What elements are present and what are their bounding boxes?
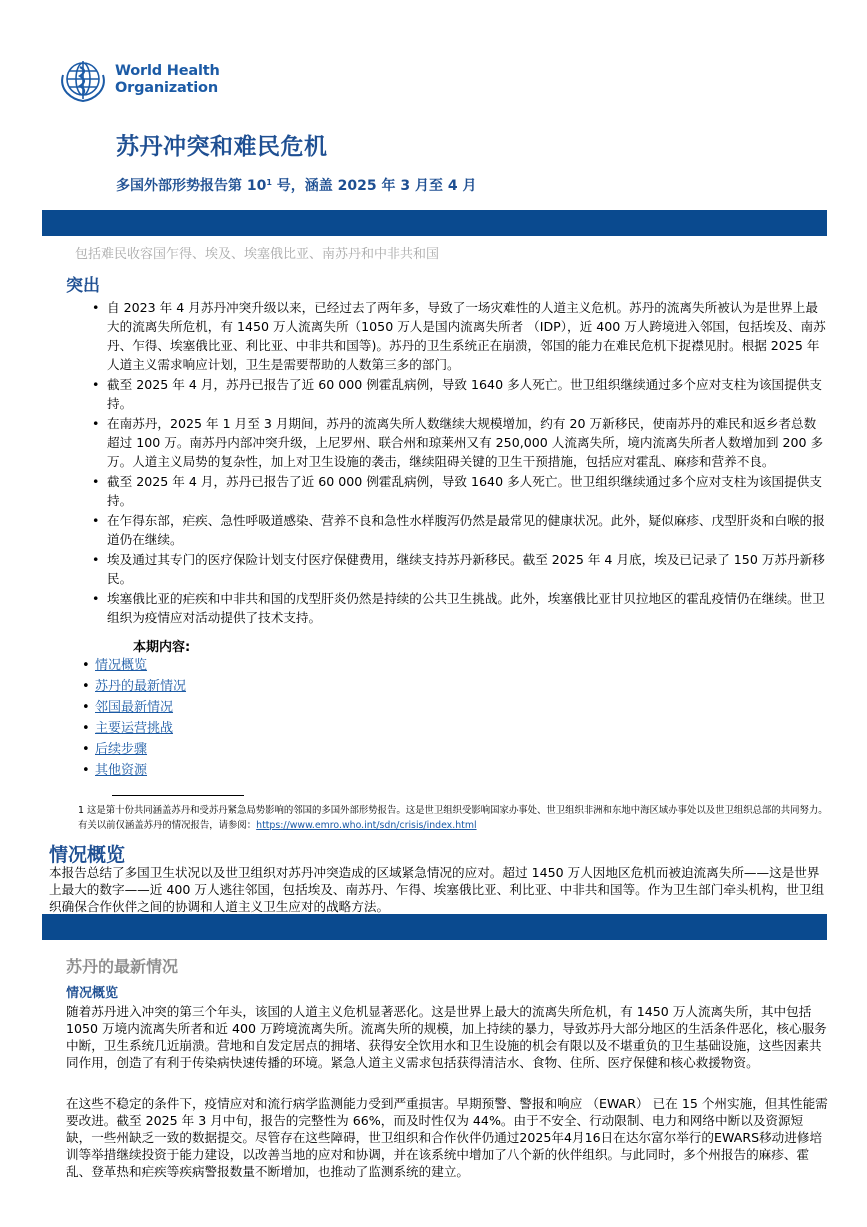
highlight-item xyxy=(92,375,828,413)
sudan-overview-subheading: 情况概览 xyxy=(66,986,119,1001)
highlight-text: 截至 2025 年 4 月，苏丹已报告了近 60 000 例霍乱病例，导致 1640 多人死亡。世卫组织继续通过多个应对支柱为该国提供支持。 xyxy=(107,377,822,411)
bullet-icon: • xyxy=(92,552,100,567)
host-countries-caption: 包括难民收容国乍得、埃及、埃塞俄比亚、南苏丹和中非共和国 xyxy=(75,247,440,262)
bullet-icon: • xyxy=(92,591,100,606)
bullet-icon: • xyxy=(82,679,90,694)
bullet-icon: • xyxy=(82,763,90,778)
highlight-item xyxy=(92,589,828,627)
footnote xyxy=(78,803,828,833)
subtitle-post: 号，涵盖 2025 年 3 月至 4 月 xyxy=(271,178,477,194)
contents-link[interactable]: 其他资源 xyxy=(95,763,148,778)
contents-item xyxy=(82,739,186,760)
footnote-text: 这是第十份共同涵盖苏丹和受苏丹紧急局势影响的邻国的多国外部形势报告。这是世卫组织受影响国家办事处、世卫组织非洲和东地中海区域办事处以及世卫组织总部的共同努力。有关以前仅涵盖苏丹的情况报告，请参阅： xyxy=(78,805,828,831)
bullet-icon: • xyxy=(82,742,90,757)
bullet-icon: • xyxy=(92,377,100,392)
contents-link[interactable]: 情况概览 xyxy=(95,658,148,673)
bullet-icon: • xyxy=(82,721,90,736)
highlight-text: 埃及通过其专门的医疗保险计划支付医疗保健费用，继续支持苏丹新移民。截至 2025 年 4 月底，埃及已记录了 150 万苏丹新移民。 xyxy=(107,552,825,586)
bullet-icon: • xyxy=(92,300,100,315)
sudan-paragraph-1: 随着苏丹进入冲突的第三个年头，该国的人道主义危机显著恶化。这是世界上最大的流离失所危机，有 1450 万人流离失所，其中包括 1050 万境内流离失所者和近 400 万跨境流离失所。流离失所的规模，加上持续的暴力，导致苏丹大部分地区的生活条件恶化，核心服务中断，卫生系统几近崩溃。营地和自发定居点的拥堵、获得安全饮用水和卫生设施的机会有限以及不堪重负的卫生基础设施，这些因素共同作用，创造了有利于传染病快速传播的环境。紧急人道主义需求包括获得清洁水、食物、住所、医疗保健和核心救援物资。 xyxy=(66,1004,827,1070)
contents-item xyxy=(82,655,186,676)
contents-link[interactable]: 后续步骤 xyxy=(95,742,148,757)
highlight-item xyxy=(92,414,828,471)
bullet-icon: • xyxy=(92,474,100,489)
contents-list xyxy=(82,655,186,781)
logo-text-line1: World Health xyxy=(115,63,220,79)
logo-text xyxy=(115,63,220,97)
header-band xyxy=(42,210,827,236)
logo-text-line2: Organization xyxy=(115,80,218,96)
bullet-icon: • xyxy=(92,416,100,431)
bullet-icon: • xyxy=(92,513,100,528)
highlight-text: 截至 2025 年 4 月，苏丹已报告了近 60 000 例霍乱病例，导致 1640 多人死亡。世卫组织继续通过多个应对支柱为该国提供支持。 xyxy=(107,474,822,508)
highlights-heading: 突出 xyxy=(66,276,100,296)
bullet-icon: • xyxy=(82,658,90,673)
subtitle-pre: 多国外部形势报告第 10 xyxy=(116,178,267,194)
section-band xyxy=(42,914,827,940)
contents-link[interactable]: 邻国最新情况 xyxy=(95,700,174,715)
contents-item xyxy=(82,760,186,781)
footnote-mark: 1 xyxy=(78,805,84,816)
highlight-text: 在南苏丹，2025 年 1 月至 3 月期间，苏丹的流离失所人数继续大规模增加，约有 20 万新移民，使南苏丹的难民和返乡者总数超过 100 万。南苏丹内部冲突升级，上尼罗州、联合州和琼莱州又有 250,000 人流离失所，境内流离失所者人数增加到 200 多万。人道主义局势的复杂性，加上对卫生设施的袭击，继续阻碍关键的卫生干预措施，包括应对霍乱、麻疹和营养不良。 xyxy=(107,416,824,469)
contents-item xyxy=(82,718,186,739)
who-logo xyxy=(58,57,228,103)
report-subtitle xyxy=(116,175,477,195)
contents-item xyxy=(82,676,186,697)
contents-item xyxy=(82,697,186,718)
contents-heading: 本期内容: xyxy=(133,640,191,655)
contents-link[interactable]: 苏丹的最新情况 xyxy=(95,679,187,694)
highlight-item xyxy=(92,550,828,588)
highlight-item xyxy=(92,472,828,510)
highlight-text: 自 2023 年 4 月苏丹冲突升级以来，已经过去了两年多，导致了一场灾难性的人道主义危机。苏丹的流离失所被认为是世界上最大的流离失所危机，有 1450 万人流离失所（1050 万人是国内流离失所者 （IDP），近 400 万人跨境进入邻国，包括埃及、南苏丹、乍得、埃塞俄比亚、利比亚、中非共和国等)。苏丹的卫生系统正在崩溃，邻国的能力在难民危机下捉襟见肘。根据 2025 年人道主义需求响应计划，卫生是需要帮助的人数第三多的部门。 xyxy=(107,300,826,372)
sudan-update-heading: 苏丹的最新情况 xyxy=(66,957,179,976)
footnote-link[interactable]: https://www.emro.who.int/sdn/crisis/index.html xyxy=(256,820,477,831)
highlight-text: 在乍得东部，疟疾、急性呼吸道感染、营养不良和急性水样腹泻仍然是最常见的健康状况。此外，疑似麻疹、戊型肝炎和白喉的报道仍在继续。 xyxy=(107,513,825,547)
who-emblem-icon xyxy=(58,57,108,103)
footnote-divider xyxy=(112,795,244,796)
highlights-list xyxy=(92,298,828,628)
sudan-paragraph-2: 在这些不稳定的条件下，疫情应对和流行病学监测能力受到严重损害。早期预警、警报和响应 （EWAR） 已在 15 个州实施，但其性能需要改进。截至 2025 年 3 月中旬，报告的完整性为 66%，而及时性仅为 44%。由于不安全、行动限制、电力和网络中断以及资源短缺，一些州缺乏一致的数据提交。尽管存在这些障碍，世卫组织和合作伙伴仍通过2025年4月16日在达尔富尔举行的EWARS移动进修培训等举措继续投资于能力建设，以改善当地的应对和协调，并在该系统中增加了八个新的伙伴组织。与此同时，多个州报告的麻疹、霍乱、登革热和疟疾等疾病警报数量不断增加，也推动了监测系统的建立。 xyxy=(66,1096,828,1179)
highlight-item xyxy=(92,511,828,549)
overview-heading: 情况概览 xyxy=(49,844,126,866)
bullet-icon: • xyxy=(82,700,90,715)
page-title: 苏丹冲突和难民危机 xyxy=(116,134,328,160)
subtitle-footnote-mark: 1 xyxy=(266,178,272,187)
highlight-item xyxy=(92,298,828,374)
highlight-text: 埃塞俄比亚的疟疾和中非共和国的戊型肝炎仍然是持续的公共卫生挑战。此外，埃塞俄比亚甘贝拉地区的霍乱疫情仍在继续。世卫组织为疫情应对活动提供了技术支持。 xyxy=(107,591,825,625)
contents-link[interactable]: 主要运营挑战 xyxy=(95,721,174,736)
overview-text: 本报告总结了多国卫生状况以及世卫组织对苏丹冲突造成的区域紧急情况的应对。超过 1450 万人因地区危机而被迫流离失所——这是世界上最大的数字——近 400 万人逃往邻国，包括埃及、南苏丹、乍得、埃塞俄比亚、利比亚、中非共和国等。作为卫生部门牵头机构，世卫组织确保合作伙伴之间的协调和人道主义卫生应对的战略方法。 xyxy=(49,865,825,914)
